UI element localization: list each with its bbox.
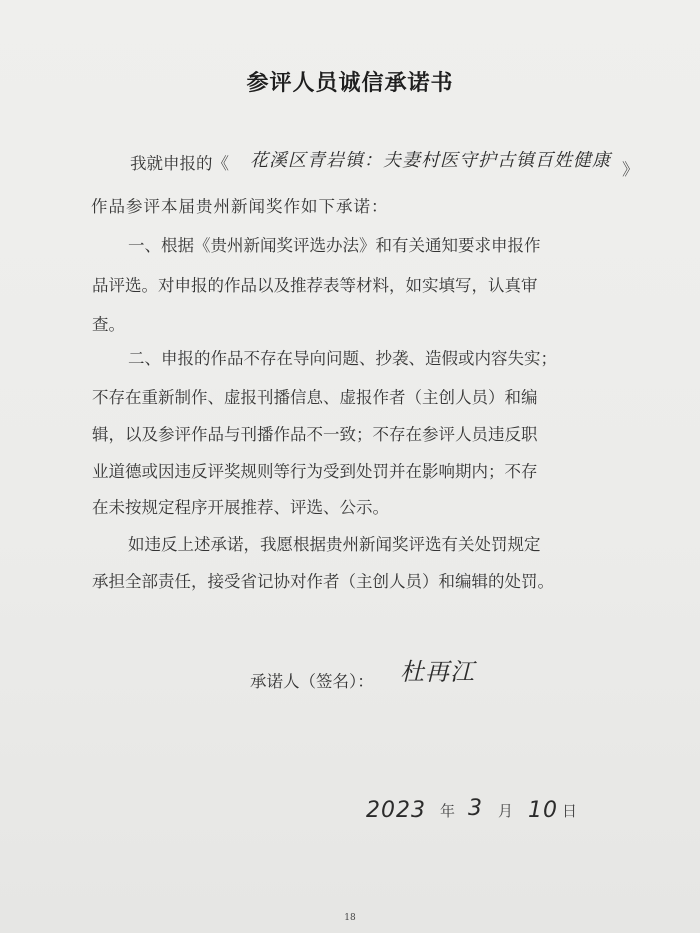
date-day-unit: 日: [562, 802, 578, 820]
date-year: 2023: [366, 798, 426, 823]
para2-line-2: 不存在重新制作、虚报刊播信息、虚报作者（主创人员）和编: [92, 388, 538, 407]
intro-line-2: 作品参评本届贵州新闻奖作如下承诺：: [91, 197, 389, 216]
page-number: 18: [344, 913, 356, 923]
intro-prefix: 我就申报的《: [130, 154, 229, 173]
para3-line-1: 如违反上述承诺，我愿根据贵州新闻奖评选有关处罚规定: [128, 535, 541, 554]
handwritten-signature: 杜再江: [400, 658, 475, 686]
para1-line-1: 一、根据《贵州新闻奖评选办法》和有关通知要求申报作: [128, 236, 541, 255]
para2-line-3: 辑，以及参评作品与刊播作品不一致；不存在参评人员违反职: [92, 425, 538, 444]
document-title: 参评人员诚信承诺书: [246, 70, 454, 96]
handwritten-work-title: 花溪区青岩镇：夫妻村医守护古镇百姓健康: [250, 150, 611, 171]
date-month: 3: [468, 796, 483, 821]
para2-line-1: 二、申报的作品不存在导向问题、抄袭、造假或内容失实；: [128, 349, 557, 368]
date-day: 10: [528, 798, 558, 823]
date-month-unit: 月: [498, 802, 514, 820]
signature-label: 承诺人（签名）：: [250, 672, 374, 691]
date-year-unit: 年: [440, 802, 456, 820]
para2-line-5: 在未按规定程序开展推荐、评选、公示。: [92, 498, 389, 517]
para1-line-2: 品评选。对申报的作品以及推荐表等材料，如实填写，认真审: [92, 276, 538, 295]
intro-suffix: 》: [622, 160, 639, 179]
para3-line-2: 承担全部责任，接受省记协对作者（主创人员）和编辑的处罚。: [92, 572, 554, 591]
para2-line-4: 业道德或因违反评奖规则等行为受到处罚并在影响期内；不存: [92, 462, 538, 481]
para1-line-3: 查。: [92, 315, 125, 334]
